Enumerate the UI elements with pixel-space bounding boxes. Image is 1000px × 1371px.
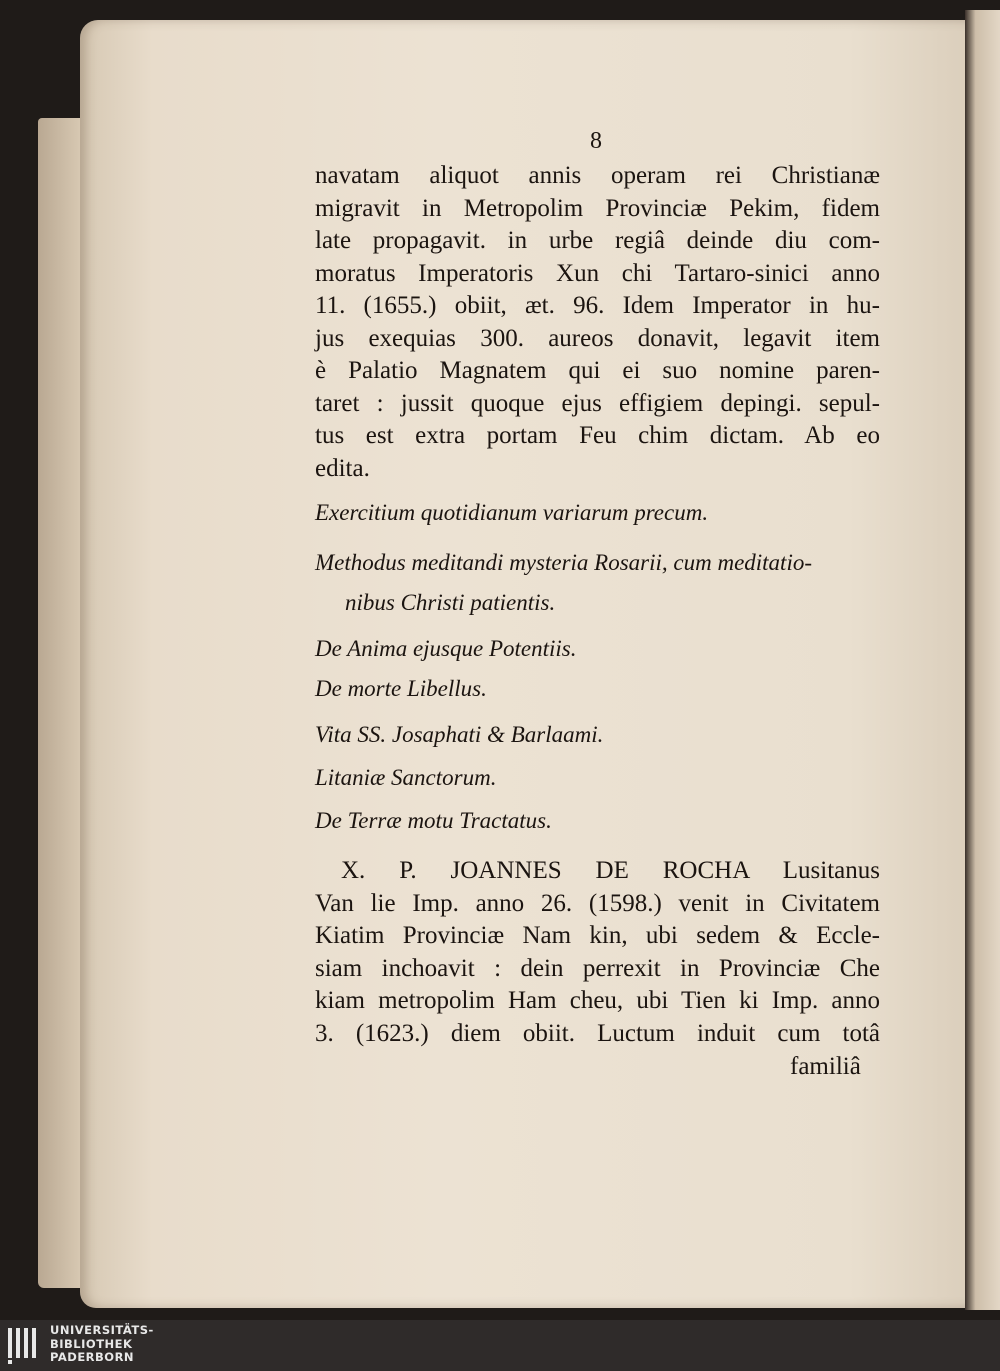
paragraph-2 (315, 855, 880, 1050)
library-name-line: PADERBORN (50, 1350, 135, 1364)
next-page-edge (965, 10, 1000, 1310)
text-line: navatam aliquot annis operam rei Christianæ (315, 162, 880, 189)
work-entry-continuation: nibus Christi patientis. (345, 590, 556, 615)
text-line: è Palatio Magnatem qui ei suo nomine paren- (315, 357, 880, 384)
footer-bar (0, 1320, 1000, 1371)
work-entry: Methodus meditandi mysteria Rosarii, cum meditatio- (315, 550, 812, 575)
text-line: tus est extra portam Feu chim dictam. Ab eo (315, 422, 880, 449)
library-name-line: UNIVERSITÄTS- (50, 1323, 154, 1337)
page-number: 8 (590, 128, 602, 154)
text-line: jus exequias 300. aureos donavit, legavit item (315, 324, 880, 352)
text-line: Kiatim Provinciæ Nam kin, ubi sedem & Eccle- (315, 922, 880, 949)
work-entry: Vita SS. Josaphati & Barlaami. (315, 722, 604, 747)
text-line: Van lie Imp. anno 26. (1598.) venit in Civitatem (315, 889, 880, 917)
text-line: siam inchoavit : dein perrexit in Provinciæ Che (315, 954, 880, 982)
text-line: edita. (315, 454, 370, 482)
library-name (50, 1324, 154, 1365)
text-line: kiam metropolim Ham cheu, ubi Tien ki Imp. anno (315, 987, 880, 1014)
paragraph-1 (315, 160, 880, 485)
text-line: taret : jussit quoque ejus effigiem depingi. sepul- (315, 389, 880, 417)
library-name-line: BIBLIOTHEK (50, 1336, 133, 1351)
text-line: migravit in Metropolim Provinciæ Pekim, fidem (315, 194, 880, 222)
text-line: 3. (1623.) diem obiit. Luctum induit cum totâ (315, 1019, 880, 1047)
work-entry: De morte Libellus. (315, 676, 487, 701)
work-entry: De Anima ejusque Potentiis. (315, 636, 577, 661)
text-line: late propagavit. in urbe regiâ deinde diu com- (315, 227, 880, 254)
text-line: moratus Imperatoris Xun chi Tartaro-sinici anno (315, 259, 880, 287)
text-line: X. P. JOANNES DE ROCHA Lusitanus (341, 857, 880, 884)
work-entry: De Terræ motu Tractatus. (315, 808, 552, 833)
text-line: 11. (1655.) obiit, æt. 96. Idem Imperator in hu- (315, 292, 880, 319)
work-entry: Litaniæ Sanctorum. (315, 765, 497, 790)
catchword: familiâ (790, 1053, 861, 1080)
library-logo-icon (6, 1324, 44, 1366)
work-entry: Exercitium quotidianum variarum precum. (315, 500, 709, 525)
